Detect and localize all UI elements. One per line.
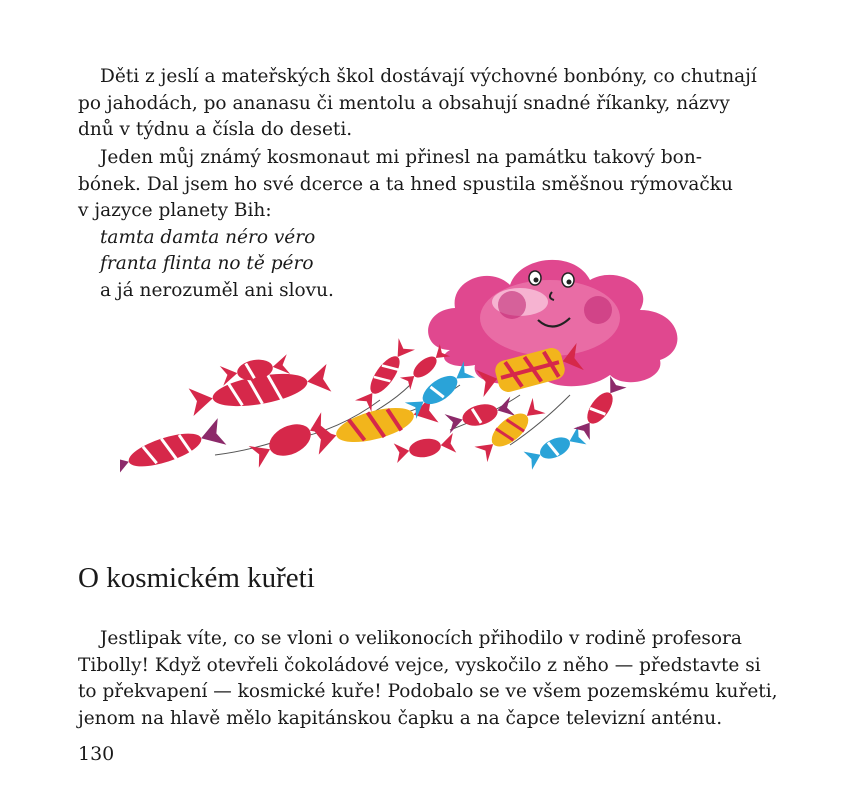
- text-line: Jeden můj známý kosmonaut mi přinesl na památku takový bon-: [100, 147, 702, 168]
- candy-icon: [573, 376, 626, 440]
- text-line: jenom na hlavě mělo kapitánskou čapku a na čapce televizní anténu.: [78, 707, 723, 729]
- text-line: bónek. Dal jsem ho své dcerce a ta hned spustila směšnou rýmovačku: [78, 173, 733, 195]
- intro-paragraph: [78, 64, 757, 144]
- section-heading: O kosmickém kuřeti: [78, 562, 315, 594]
- text-line: a já nerozuměl ani slovu.: [100, 279, 334, 301]
- text-line: Tibolly! Když otevřeli čokoládové vejce, vyskočilo z něho — představte si: [78, 654, 761, 676]
- candy-cloud-illustration: [120, 240, 710, 490]
- section-paragraph: [78, 626, 778, 732]
- cloud-pupil: [534, 278, 539, 283]
- rhyme-line: franta flinta no tě péro: [100, 253, 314, 274]
- cloud-cheek: [498, 291, 526, 319]
- candy-icon: [524, 426, 587, 469]
- wrapped-candies: [120, 338, 627, 482]
- text-line: dnů v týdnu a čísla do deseti.: [78, 119, 353, 140]
- candy-icon: [248, 410, 332, 469]
- text-line: to překvapení — kosmické kuře! Podobalo se ve všem pozemskému kuřeti,: [78, 681, 778, 702]
- candy-icon: [120, 418, 226, 482]
- rhyme-line: tamta damta néro véro: [100, 226, 316, 248]
- text-line: Děti z jeslí a mateřských škol dostávají výchovné bonbóny, co chutnají: [100, 66, 757, 87]
- candy-icon: [394, 433, 457, 463]
- text-line: Jestlipak víte, co se vloni o velikonocích přihodilo v rodině profesora: [100, 628, 742, 649]
- cloud-cheek: [584, 296, 612, 324]
- text-line: po jahodách, po ananasu či mentolu a obsahují snadné říkanky, názvy: [78, 92, 730, 114]
- cloud-pupil: [567, 280, 572, 285]
- text-line: v jazyce planety Bih:: [78, 200, 272, 221]
- candy-icon: [355, 338, 415, 412]
- page-number: 130: [78, 743, 115, 765]
